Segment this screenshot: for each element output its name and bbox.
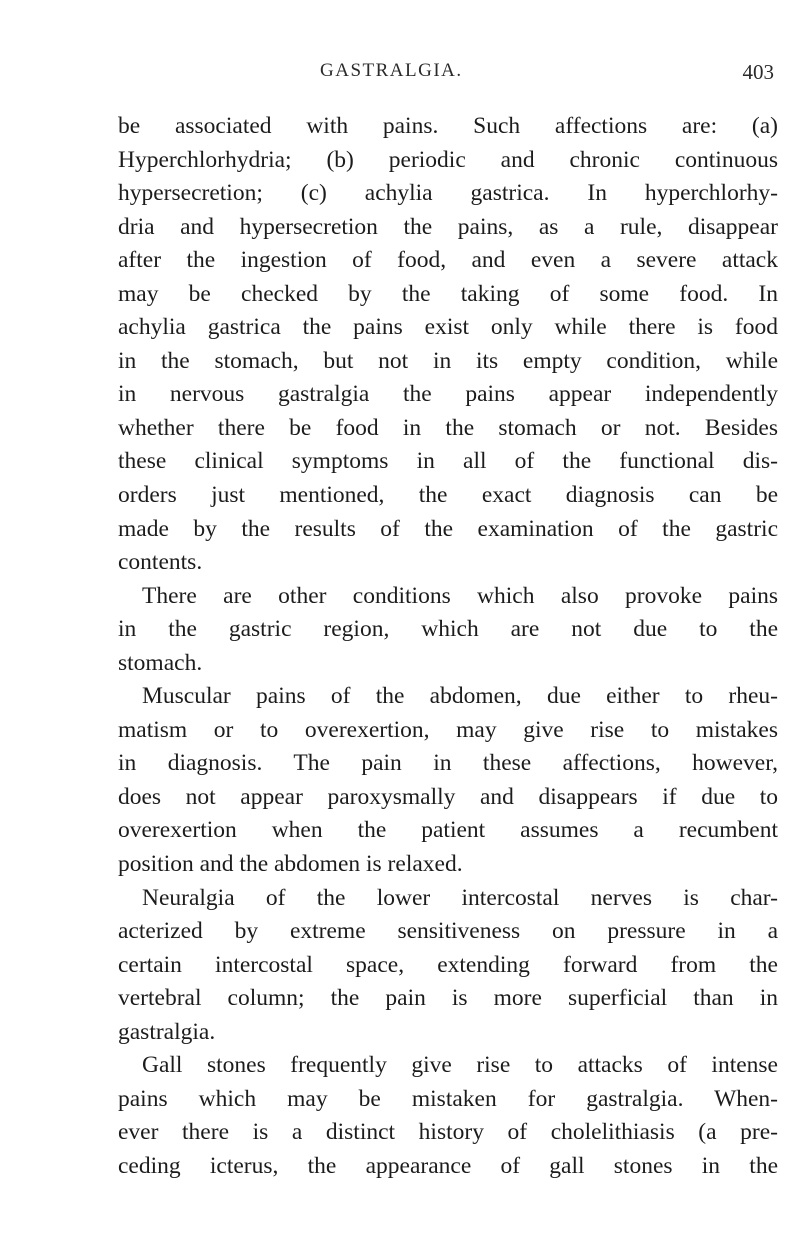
body-text — [118, 110, 778, 1184]
text-line: contents. — [118, 549, 203, 576]
text-line: position and the abdomen is relaxed. — [118, 851, 463, 878]
text-line: in the stomach, but not in its empty condition, while — [118, 347, 778, 374]
text-line: be associated with pains. Such affections are: (a) — [118, 113, 778, 139]
text-line: pains which may be mistaken for gastralgia. When- — [118, 1085, 778, 1112]
text-line: matism or to overexertion, may give rise to mistakes — [118, 716, 778, 743]
text-line: stomach. — [118, 649, 203, 676]
text-line: hypersecretion; (c) achylia gastrica. In hyperchlorhy- — [118, 180, 778, 207]
running-head — [118, 60, 774, 90]
text-line: in the gastric region, which are not due to the — [118, 616, 778, 643]
text-line: does not appear paroxysmally and disappears if due to — [118, 783, 778, 810]
text-line: after the ingestion of food, and even a severe attack — [118, 247, 778, 274]
text-line: vertebral column; the pain is more superficial than in — [118, 985, 778, 1012]
running-title: GASTRALGIA. — [320, 60, 463, 81]
text-line: whether there be food in the stomach or not. Besides — [118, 414, 778, 441]
text-line: Muscular pains of the abdomen, due either to rheu- — [142, 683, 778, 710]
text-line: Neuralgia of the lower intercostal nerves is char- — [142, 884, 778, 911]
text-line: Hyperchlorhydria; (b) periodic and chronic continuous — [118, 146, 778, 173]
text-line: in diagnosis. The pain in these affections, however, — [118, 750, 778, 777]
text-line: dria and hypersecretion the pains, as a rule, disappear — [118, 213, 778, 240]
page-number: 403 — [742, 60, 774, 84]
text-line: certain intercostal space, extending forward from the — [118, 951, 778, 978]
text-line: may be checked by the taking of some food. In — [118, 280, 778, 307]
text-line: achylia gastrica the pains exist only while there is food — [118, 314, 778, 341]
text-line: overexertion when the patient assumes a recumbent — [118, 817, 778, 844]
text-line: gastralgia. — [118, 1018, 216, 1045]
text-line: ever there is a distinct history of cholelithiasis (a pre- — [118, 1119, 778, 1146]
text-line: ceding icterus, the appearance of gall stones in the — [118, 1152, 778, 1179]
text-line: made by the results of the examination of the gastric — [118, 515, 778, 542]
text-line: Gall stones frequently give rise to attacks of intense — [142, 1052, 778, 1079]
text-line: these clinical symptoms in all of the functional dis- — [118, 448, 778, 475]
text-line: orders just mentioned, the exact diagnosis can be — [118, 482, 778, 509]
text-line: There are other conditions which also provoke pains — [142, 582, 778, 609]
text-line: acterized by extreme sensitiveness on pressure in a — [118, 918, 778, 945]
text-line: in nervous gastralgia the pains appear independently — [118, 381, 778, 408]
